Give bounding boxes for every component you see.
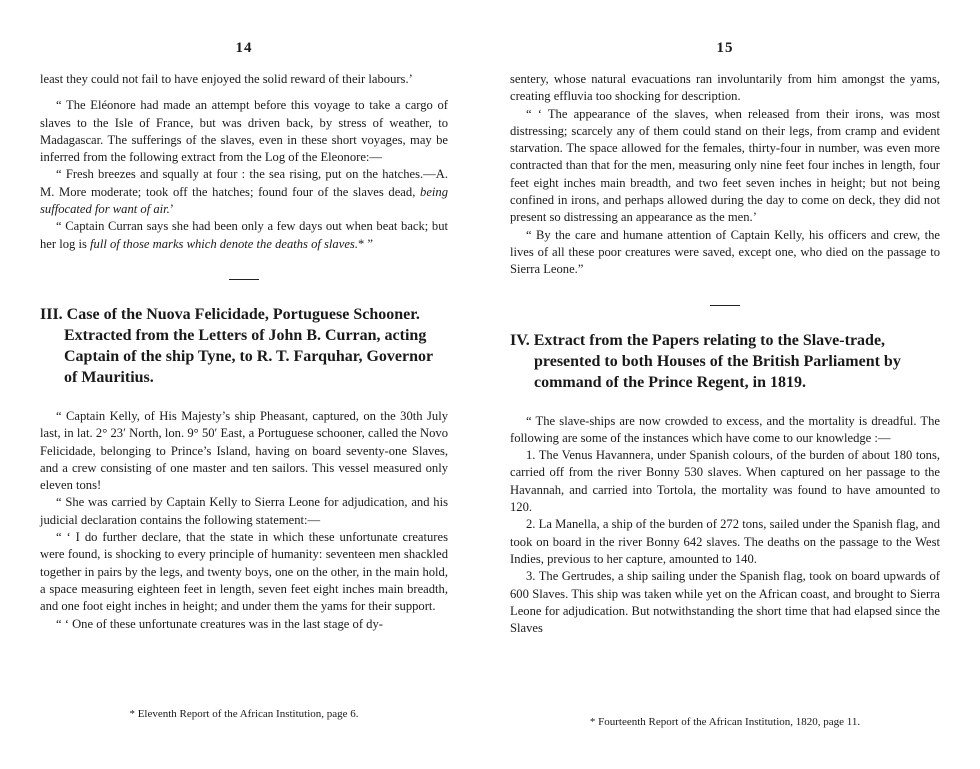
paragraph: “ ‘ The appearance of the slaves, when released from their irons, was most distressing; scarcely any of them could stand on their legs, from cramp and evident starvation. The space allowed for the females, thirty-four in number, was even more contracted than that for the men, measuring only nine feet four inches in length, four feet eight inches main breadth, and two feet seven inches in height; but not being confined in irons, and perhaps allowed during the day to come on deck, they did not present so distressing an appearance as the men.’ xyxy=(510,106,940,225)
paragraph: “ By the care and humane attention of Captain Kelly, his officers and crew, the lives of all these poor creatures were saved, except one, who died on the passage to Sierra Leone.” xyxy=(510,227,940,277)
curran-paragraph xyxy=(40,218,448,253)
list-item: 2. La Manella, a ship of the burden of 272 tons, sailed under the Spanish flag, and took on board in the river Bonny 642 slaves. The deaths on the passage to the West Indies, previous to her capture, amounted to 140. xyxy=(510,517,940,566)
paragraph: “ The Eléonore had made an attempt before this voyage to take a cargo of slaves to the Isle of France, but was driven back, by stress of weather, to Madagascar. The sufferings of the slaves, even in these short voyages, may be inferred from the following extract from the Log of the Eleonore:— xyxy=(40,98,448,165)
paragraph: “ Captain Kelly, of His Majesty’s ship Pheasant, captured, on the 30th July last, in lat. 2° 23′ North, lon. 9° 50′ East, a Portuguese schooner, called the Novo Felicidade, belonging to Prince’s Island, having on board seventy-one Slaves, and a crew consisting of one master and ten sailors. This vessel measured only eleven tons! xyxy=(40,408,448,493)
italic-run: being suffocated for want of air. xyxy=(40,184,448,217)
right-page xyxy=(490,0,980,769)
text-run: “ Fresh breezes and squally at four : the sea rising, put on the hatches.—A. M. More moderate; took off the hatches; found four of the slaves dead, xyxy=(40,167,448,199)
paragraph: least they could not fail to have enjoyed the solid reward of their labours.’ xyxy=(40,72,413,86)
page-number: 14 xyxy=(235,40,253,56)
paragraph: “ ‘ One of these unfortunate creatures was in the last stage of dy- xyxy=(56,616,383,631)
paragraph: sentery, whose natural evacuations ran involuntarily from him amongst the yams, creating effluvia too shocking for description. xyxy=(510,72,940,104)
paragraph: “ The slave-ships are now crowded to excess, and the mortality is dreadful. The following are some of the instances which have come to our knowledge :— xyxy=(510,413,940,445)
text-run: * ” xyxy=(357,236,374,251)
log-extract-paragraph xyxy=(40,166,448,218)
footnote: * Fourteenth Report of the African Institution, 1820, page 11. xyxy=(589,716,861,728)
paragraph: “ ‘ I do further declare, that the state in which these unfortunate creatures were found, is shocking to every principle of humanity: seventeen men shackled together in pairs by the legs, and twenty boys, one on the other, in the main hold, a space measuring eighteen feet in length, seven feet eight inches main breadth, and one foot eight inches in height; and under them the yams for their support. xyxy=(40,530,448,614)
italic-run: full of those marks which denote the deaths of slaves. xyxy=(90,236,358,251)
section-heading: III. Case of the Nuova Felicidade, Portuguese Schooner. Extracted from the Letters of John B. Curran, acting Captain of the ship Tyne, to R. T. Farquhar, Governor of Mauritius. xyxy=(40,305,433,386)
paragraph: “ She was carried by Captain Kelly to Sierra Leone for adjudication, and his judicial declaration contains the following statement:— xyxy=(40,495,448,527)
section-divider xyxy=(229,279,259,280)
footnote: * Eleventh Report of the African Institution, page 6. xyxy=(129,708,359,720)
page-number: 15 xyxy=(716,40,734,56)
text-run: ’ xyxy=(169,202,174,217)
section-heading: IV. Extract from the Papers relating to the Slave-trade, presented to both Houses of the British Parliament by command of the Prince Regent, in 1819. xyxy=(510,331,901,391)
list-item: 3. The Gertrudes, a ship sailing under the Spanish flag, took on board upwards of 600 Slaves. This ship was taken while yet on the African coast, and brought to Sierra Leone for adjudication. But notwithstanding the short time that had elapsed since the Slaves xyxy=(510,569,940,636)
text-run: “ Captain Curran says she had been only a few days out when beat back; but her log is xyxy=(40,219,448,251)
list-item: 1. The Venus Havannera, under Spanish colours, of the burden of about 180 tons, carried off from the river Bonny 530 slaves. When captured on her passage to the Havannah, and carried into Tortola, the mortality was found to have amounted to 120. xyxy=(510,448,940,515)
section-divider xyxy=(710,305,740,306)
